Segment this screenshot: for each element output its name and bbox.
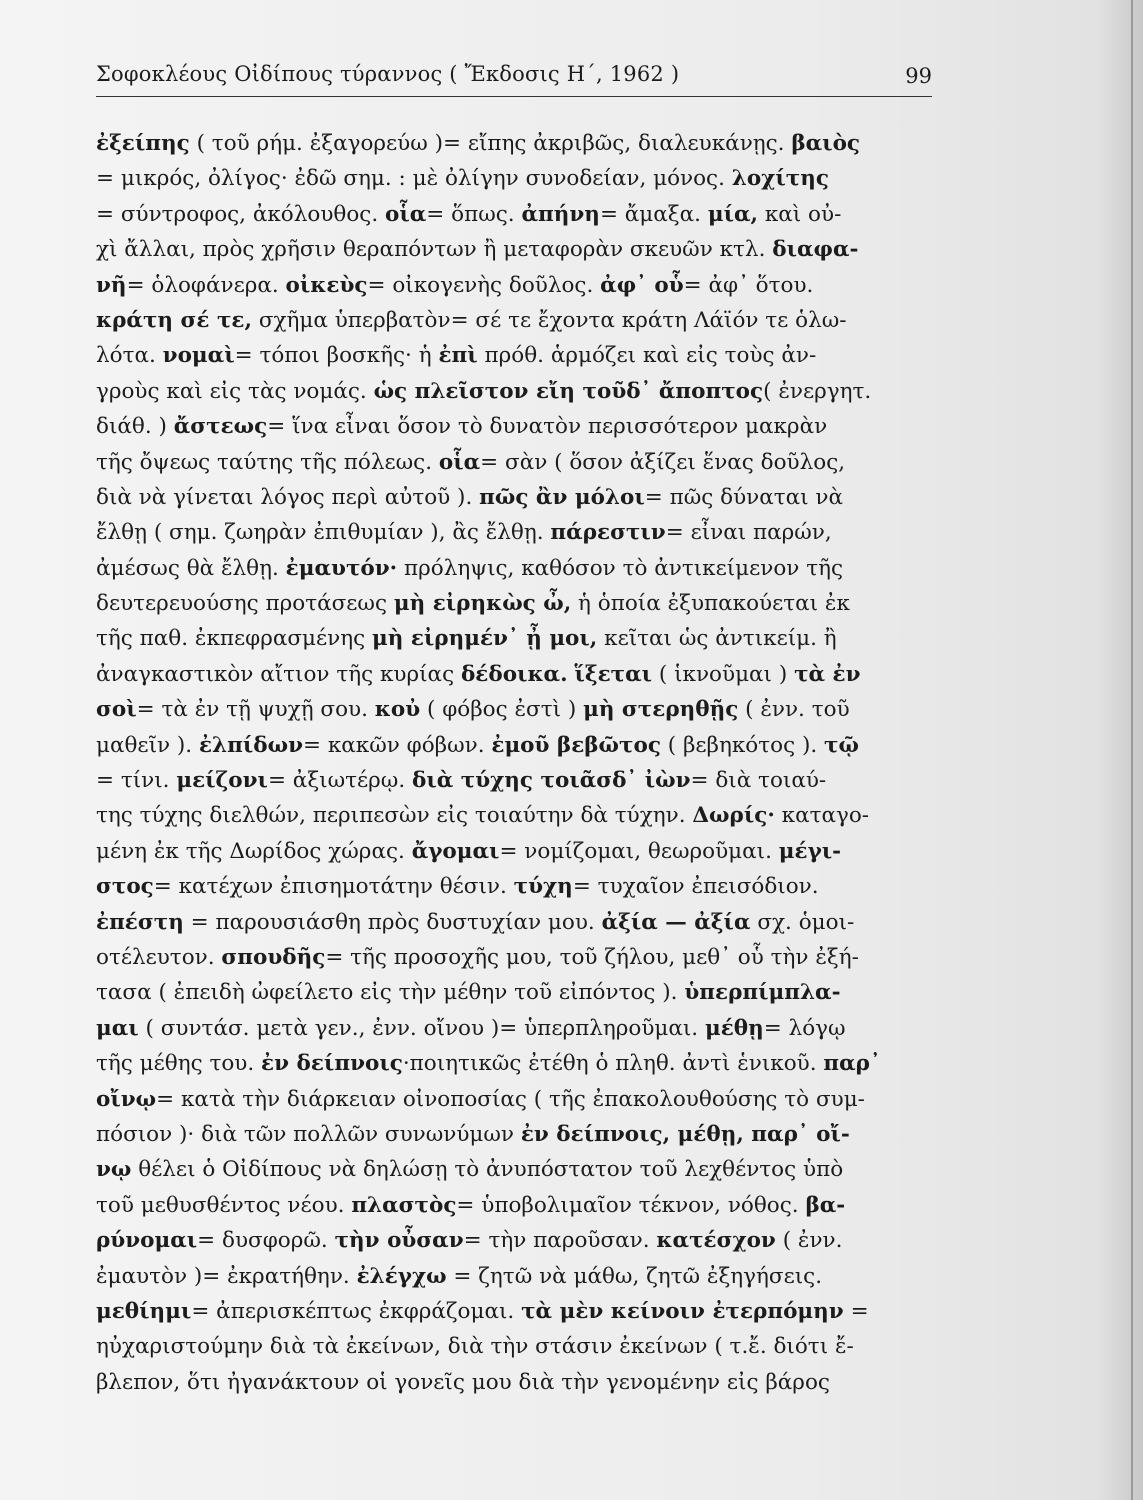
lemma-term: ὑπερπίμπλα-: [684, 980, 841, 1006]
gloss-text: = κακῶν φόβων.: [302, 732, 492, 758]
gloss-text: ( συντάσ. μετὰ γεν., ἐνν. οἴνου )= ὑπερπληροῦμαι.: [138, 1015, 705, 1041]
gloss-text: ηὐχαριστούμην διὰ τὰ ἐκείνων, διὰ τὴν στάσιν ἐκείνων ( τ.ἔ. διότι ἔ-: [96, 1334, 854, 1360]
text-line: [96, 728, 942, 763]
lemma-term: οἴνῳ: [96, 1086, 157, 1112]
gloss-text: σχῆμα ὑπερβατὸν= σέ τε ἔχοντα κράτη Λάϊόν τε ὁλω-: [251, 307, 847, 333]
gloss-text: ·ποιητικῶς ἐτέθη ὁ πληθ. ἀντὶ ἑνικοῦ.: [402, 1051, 824, 1077]
gloss-text: πόσιον )· διὰ τῶν πολλῶν συνωνύμων: [96, 1121, 521, 1147]
lemma-term: μέθῃ: [704, 1015, 764, 1041]
lemma-term: οἷα: [385, 201, 427, 227]
gloss-text: διὰ νὰ γίνεται λόγος περὶ αὐτοῦ ).: [96, 484, 480, 510]
text-line: [96, 975, 942, 1010]
text-line: [96, 232, 942, 267]
lemma-term: παρ᾽: [823, 1051, 881, 1077]
lemma-term: οἷα: [438, 449, 481, 475]
lemma-term: κατέσχον: [656, 1228, 776, 1254]
text-line: [96, 161, 942, 196]
lemma-term: τὴν οὖσαν: [334, 1228, 464, 1254]
text-line: [96, 303, 942, 338]
lemma-term: κοὐ: [374, 697, 421, 723]
gloss-text: ἀμέσως θὰ ἔλθῃ.: [96, 555, 286, 581]
lemma-term: ἐλέγχω: [356, 1263, 447, 1289]
gloss-text: = σύντροφος, ἀκόλουθος.: [96, 201, 385, 227]
gloss-text: καταγο-: [774, 803, 870, 829]
page-number: 99: [905, 64, 932, 88]
text-line: [96, 869, 942, 904]
lemma-term: ἐμαυτόν·: [285, 555, 398, 581]
gloss-text: ( τοῦ ρήμ. ἐξαγορεύω )= εἴπης ἀκριβῶς, διαλευκάνῃς.: [189, 131, 792, 156]
lemma-term: ἐπέστη: [96, 909, 184, 935]
lemma-term: ἀπήνη: [521, 201, 600, 227]
text-line: [96, 445, 942, 480]
lemma-term: τὰ ἐν: [794, 661, 861, 687]
gloss-text: = παρουσιάσθη πρὸς δυστυχίαν μου.: [183, 909, 602, 935]
gloss-text: τῆς παθ. ἐκπεφρασμένης: [96, 626, 372, 652]
gloss-text: = ἀφ᾽ ὅτου.: [683, 272, 814, 298]
text-line: [96, 1259, 942, 1294]
gloss-text: μαθεῖν ).: [96, 732, 199, 758]
lemma-term: τῷ: [824, 732, 859, 758]
commentary-body: [96, 126, 942, 1400]
gloss-text: = δυσφορῶ.: [197, 1228, 335, 1254]
gloss-text: ἀναγκαστικὸν αἴτιον τῆς κυρίας: [96, 661, 461, 687]
text-line: [96, 480, 942, 515]
text-line: [96, 409, 942, 444]
gloss-text: ἡ ὁποία ἐξυπακούεται ἐκ: [571, 591, 850, 617]
gloss-text: σχ. ὁμοι-: [750, 909, 855, 935]
gloss-text: = τίνι.: [96, 768, 177, 794]
text-line: [96, 126, 942, 161]
lemma-term: ἄστεως: [173, 414, 268, 440]
text-line: [96, 1329, 942, 1364]
text-line: [96, 1294, 942, 1329]
gloss-text: = τὴν παροῦσαν.: [463, 1228, 657, 1254]
gloss-text: = ἀπερισκέπτως ἐκφράζομαι.: [191, 1298, 522, 1324]
gloss-text: γροὺς καὶ εἰς τὰς νομάς.: [96, 378, 374, 404]
gloss-text: ( ἐνεργητ.: [763, 378, 872, 404]
gloss-text: = πῶς δύναται νὰ: [644, 484, 844, 510]
gloss-text: ( ἐνν.: [775, 1228, 843, 1254]
text-line: [96, 374, 942, 409]
lemma-term: μείζονι: [176, 768, 268, 794]
lemma-term: ἀξία — ἀξία: [601, 909, 751, 935]
text-line: [96, 657, 942, 692]
lemma-term: ἄγομαι: [411, 838, 500, 864]
gloss-text: τῆς ὄψεως ταύτης τῆς πόλεως.: [96, 449, 439, 475]
lemma-term: κράτη σέ τε,: [96, 307, 252, 333]
lemma-term: λοχίτης: [731, 166, 829, 192]
text-line: [96, 1223, 942, 1258]
gloss-text: διάθ. ): [96, 414, 174, 440]
text-line: [96, 1082, 942, 1117]
text-line: [96, 1046, 942, 1081]
lemma-term: ἐμοῦ βεβῶτος: [491, 732, 661, 758]
running-header: [96, 56, 932, 97]
gloss-text: = ὁλοφάνερα.: [126, 272, 286, 298]
lemma-term: ἐπὶ: [438, 343, 478, 369]
text-line: [96, 1188, 942, 1223]
lemma-term: ἵξεται: [574, 661, 653, 687]
lemma-term: μεθίημι: [96, 1298, 192, 1324]
lemma-term: βα-: [805, 1192, 846, 1218]
lemma-term: ρύνομαι: [96, 1228, 198, 1254]
lemma-term: οἰκεὺς: [285, 272, 368, 298]
text-line: [96, 1011, 942, 1046]
lemma-term: νομαὶ: [162, 343, 235, 369]
lemma-term: πλαστὸς: [351, 1192, 457, 1218]
lemma-term: στος: [96, 874, 154, 900]
lemma-term: τὰ μὲν κείνοιν ἐτερπόμην: [521, 1298, 844, 1324]
page-edge: [1131, 0, 1133, 1500]
text-line: [96, 798, 942, 833]
gloss-text: = τὰ ἐν τῇ ψυχῇ σου.: [136, 697, 375, 723]
text-line: [96, 1117, 942, 1152]
text-line: [96, 268, 942, 303]
gloss-text: = οἰκογενὴς δοῦλος.: [367, 272, 601, 298]
gloss-text: ἐμαυτὸν )= ἐκρατήθην.: [96, 1263, 357, 1289]
lemma-term: διαφα-: [772, 237, 859, 263]
gloss-text: = ζητῶ νὰ μάθω, ζητῶ ἐξηγήσεις.: [446, 1263, 823, 1289]
text-line: [96, 621, 942, 656]
gloss-text: = τυχαῖον ἐπεισόδιον.: [572, 874, 819, 900]
gloss-text: = λόγῳ: [763, 1015, 846, 1041]
gloss-text: βλεπον, ὅτι ἠγανάκτουν οἱ γονεῖς μου διὰ τὴν γενομένην εἰς βάρος: [96, 1369, 830, 1395]
lemma-term: μὴ στερηθῇς: [583, 697, 739, 723]
text-line: [96, 338, 942, 373]
lemma-term: μία,: [707, 201, 758, 227]
lemma-term: Δωρίς·: [692, 803, 775, 829]
gloss-text: = μικρός, ὀλίγος· ἐδῶ σημ. : μὲ ὀλίγην συνοδείαν, μόνος.: [96, 166, 732, 192]
text-line: [96, 586, 942, 621]
lemma-term: μὴ εἰρηκὼς ὦ,: [393, 591, 572, 617]
gloss-text: κεῖται ὡς ἀντικείμ. ἢ: [597, 626, 837, 652]
lemma-term: ἐν δείπνοις, μέθῃ, παρ᾽ οἴ-: [520, 1121, 850, 1147]
gloss-text: μένη ἐκ τῆς Δωρίδος χώρας.: [96, 838, 412, 864]
gloss-text: = ὅπως.: [426, 201, 522, 227]
gloss-text: ( ἐνν. τοῦ: [738, 697, 850, 723]
gloss-text: πρόληψις, καθόσον τὸ ἀντικείμενον τῆς: [397, 555, 844, 581]
text-line: [96, 197, 942, 232]
lemma-term: διὰ τύχης τοιᾶσδ᾽ ἰὼν: [412, 768, 691, 794]
text-line: [96, 1365, 942, 1400]
gloss-text: τοῦ μεθυσθέντος νέου.: [96, 1192, 352, 1218]
text-line: [96, 940, 942, 975]
gloss-text: καὶ οὐ-: [758, 201, 842, 227]
lemma-term: μαι: [96, 1015, 139, 1041]
lemma-term: πάρεστιν: [550, 520, 666, 546]
gloss-text: = σὰν ( ὅσον ἀξίζει ἕνας δοῦλος,: [480, 449, 846, 475]
gloss-text: = ἵνα εἶναι ὅσον τὸ δυνατὸν περισσότερον μακρὰν: [267, 414, 828, 440]
gloss-text: ( βεβηκότος ).: [660, 732, 825, 758]
lemma-term: δέδοικα.: [460, 661, 568, 687]
gloss-text: δευτερευούσης προτάσεως: [96, 591, 394, 617]
gloss-text: = κατέχων ἐπισημοτάτην θέσιν.: [153, 874, 514, 900]
lemma-term: ἐλπίδων: [198, 732, 303, 758]
lemma-term: σοὶ: [96, 697, 137, 723]
text-line: [96, 515, 942, 550]
text-line: [96, 551, 942, 586]
lemma-term: ἀφ᾽ οὗ: [600, 272, 684, 298]
gloss-text: τῆς μέθης του.: [96, 1051, 262, 1077]
gloss-text: τασα ( ἐπειδὴ ὠφείλετο εἰς τὴν μέθην τοῦ εἰπόντος ).: [96, 980, 685, 1006]
gloss-text: = τῆς προσοχῆς μου, τοῦ ζήλου, μεθ᾽ οὗ τὴν ἐξή-: [325, 944, 859, 970]
gloss-text: ἔλθῃ ( σημ. ζωηρὰν ἐπιθυμίαν ), ἂς ἔλθῃ.: [96, 520, 551, 546]
gloss-text: λότα.: [96, 343, 163, 369]
lemma-term: ἐν δείπνοις: [261, 1051, 403, 1077]
lemma-term: βαιὸς: [791, 131, 861, 156]
gloss-text: χὶ ἄλλαι, πρὸς χρῆσιν θεραπόντων ἢ μεταφορὰν σκευῶν κτλ.: [96, 237, 773, 263]
lemma-term: ἐξείπης: [96, 131, 190, 156]
lemma-term: νῆ: [96, 272, 127, 298]
gloss-text: ( ἱκνοῦμαι ): [652, 661, 795, 687]
gloss-text: = ἀξιωτέρῳ.: [267, 768, 412, 794]
gloss-text: = ἄμαξα.: [599, 201, 708, 227]
gloss-text: =: [843, 1298, 869, 1324]
lemma-term: τύχη: [513, 874, 573, 900]
gloss-text: = διὰ τοιαύ-: [690, 768, 827, 794]
header-title: Σοφοκλέους Οἰδίπους τύραννος ( Ἔκδοσις Η΄, 1962 ): [96, 62, 680, 86]
gloss-text: οτέλευτον.: [96, 944, 222, 970]
lemma-term: νῳ: [96, 1157, 132, 1183]
lemma-term: πῶς ἂν μόλοι: [479, 484, 645, 510]
text-line: [96, 834, 942, 869]
gloss-text: = εἶναι παρών,: [665, 520, 832, 546]
gloss-text: = ὑποβολιμαῖον τέκνον, νόθος.: [456, 1192, 806, 1218]
text-line: [96, 763, 942, 798]
lemma-term: ὡς πλεῖστον εἴη τοῦδ᾽ ἄποπτος: [373, 378, 764, 404]
gloss-text: πρόθ. ἁρμόζει καὶ εἰς τοὺς ἀν-: [477, 343, 817, 369]
text-line: [96, 1152, 942, 1187]
gloss-text: = νομίζομαι, θεωροῦμαι.: [499, 838, 779, 864]
gloss-text: της τύχης διελθών, περιπεσὼν εἰς τοιαύτην δὰ τύχην.: [96, 803, 693, 829]
text-line: [96, 692, 942, 727]
gloss-text: = τόποι βοσκῆς· ἡ: [234, 343, 439, 369]
lemma-term: μὴ εἰρημέν᾽ ᾖ μοι,: [371, 626, 598, 652]
gloss-text: ( φόβος ἐστὶ ): [420, 697, 584, 723]
text-line: [96, 905, 942, 940]
lemma-term: σπουδῆς: [221, 944, 326, 970]
gloss-text: = κατὰ τὴν διάρκειαν οἰνοποσίας ( τῆς ἐπακολουθούσης τὸ συμ-: [156, 1086, 865, 1112]
lemma-term: μέγι-: [778, 838, 842, 864]
gloss-text: θέλει ὁ Οἰδίπους νὰ δηλώσῃ τὸ ἀνυπόστατον τοῦ λεχθέντος ὑπὸ: [131, 1157, 844, 1183]
